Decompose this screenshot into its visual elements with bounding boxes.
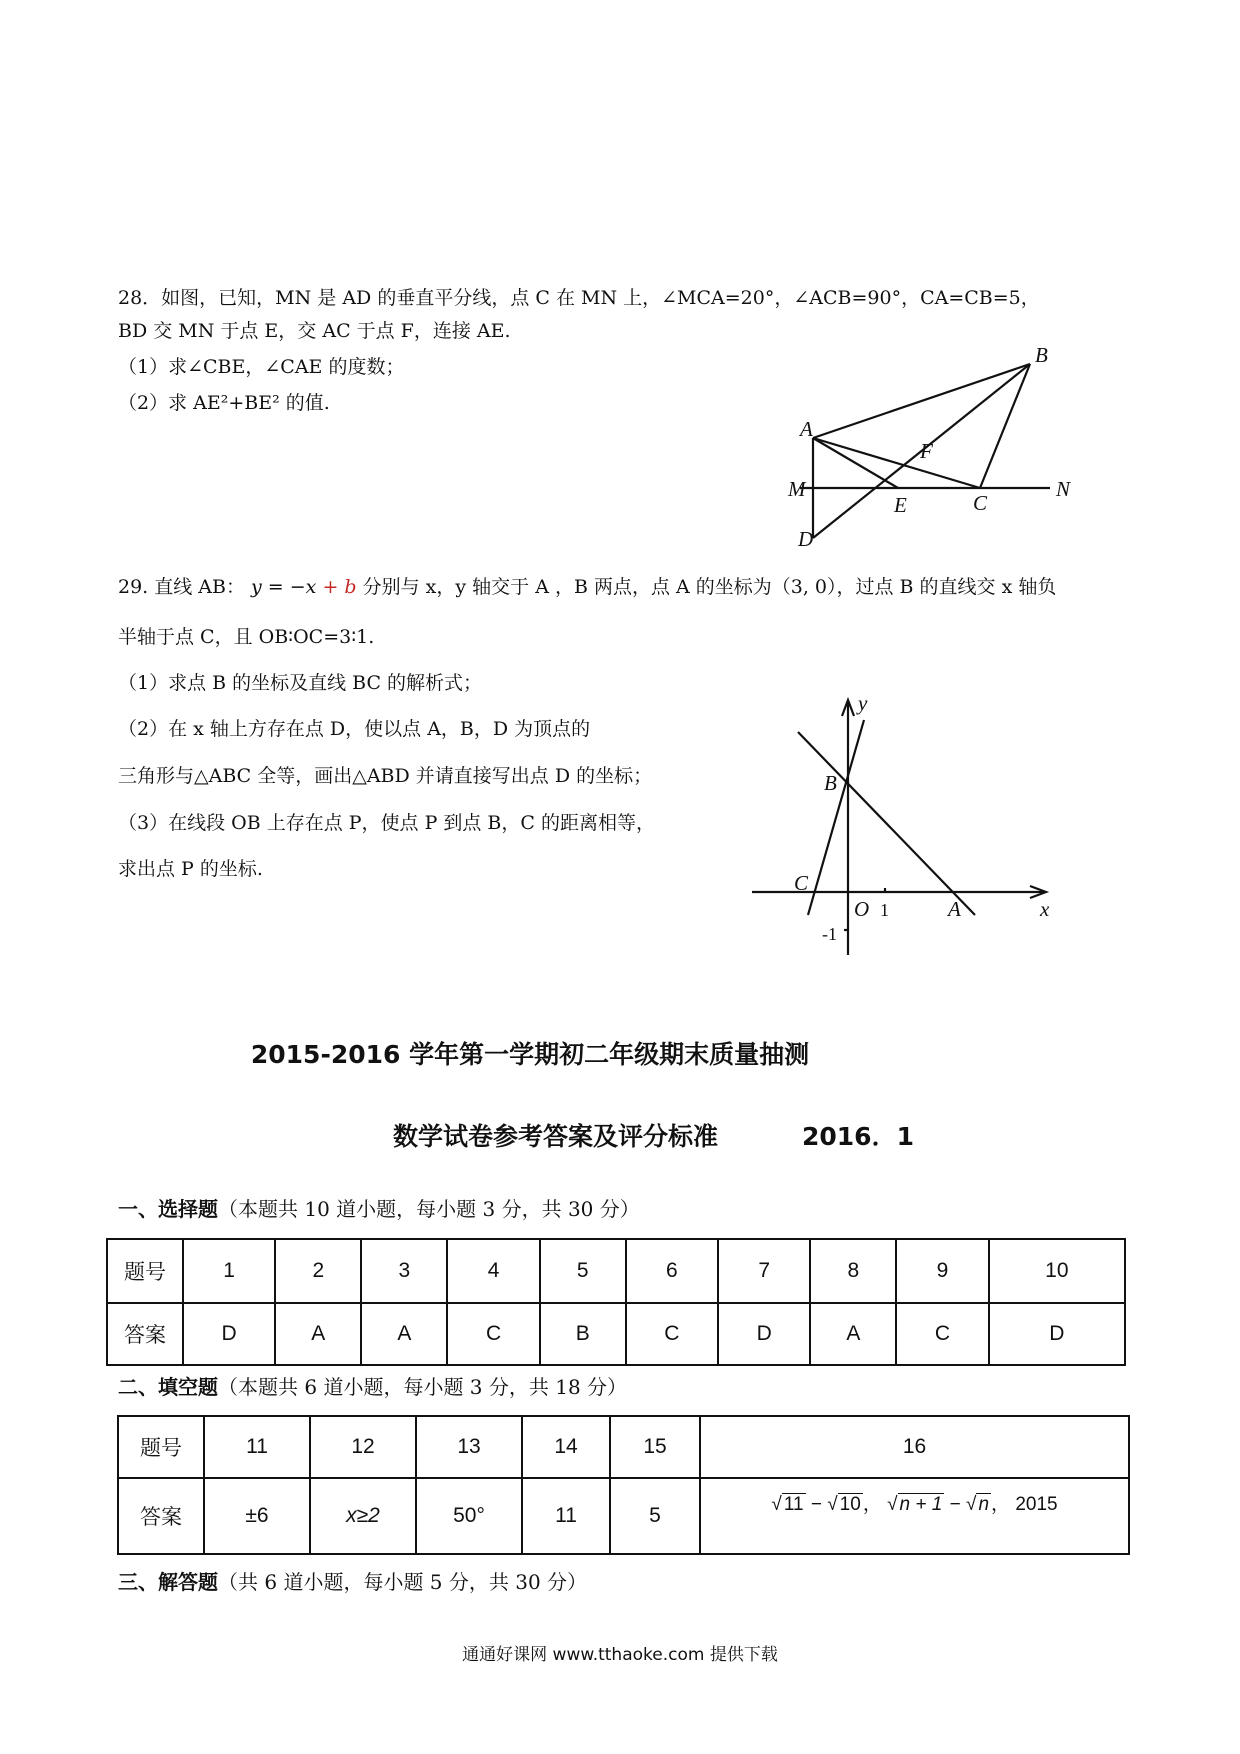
section1-header <box>118 1193 640 1222</box>
table-cell: C <box>626 1303 718 1365</box>
separator: ， <box>862 1494 882 1515</box>
minus-sign: − <box>949 1494 961 1515</box>
radicand-10: 10 <box>839 1494 861 1515</box>
label-c: C <box>973 491 988 515</box>
row-label: 题号 <box>107 1239 183 1303</box>
table-cell: D <box>183 1303 275 1365</box>
choice-answer-table <box>106 1238 1126 1366</box>
label-b: B <box>824 771 837 795</box>
q29-line1-rest: 分别与 x，y 轴交于 A ，B 两点，点 A 的坐标为（3, 0），过点 B 的直线交 x 轴负 <box>362 576 1057 598</box>
answer-16-cell <box>700 1478 1129 1554</box>
q28-part1: （1）求∠CBE，∠CAE 的度数； <box>118 356 405 378</box>
radicand-n: n <box>978 1494 990 1515</box>
table-cell: 4 <box>447 1239 539 1303</box>
segment-bc <box>980 364 1030 488</box>
table-cell: 15 <box>610 1416 700 1478</box>
q29-lead: 29. 直线 AB： <box>118 576 245 598</box>
q29-line1 <box>118 572 1056 599</box>
label-one: 1 <box>880 900 889 920</box>
label-a: A <box>800 417 813 441</box>
table-cell: 13 <box>416 1416 522 1478</box>
radical-icon: √ <box>771 1494 782 1515</box>
table-cell: 6 <box>626 1239 718 1303</box>
separator: ， <box>991 1494 1011 1515</box>
q29-line2: 半轴于点 C，且 OB∶OC=3∶1. <box>118 626 375 648</box>
q28-part2: （2）求 AE²+BE² 的值. <box>118 392 330 414</box>
section2-title: 二、填空题 <box>118 1375 218 1399</box>
table-cell: 12 <box>310 1416 416 1478</box>
q29-part3b: 求出点 P 的坐标. <box>118 858 263 880</box>
table-cell: 16 <box>700 1416 1129 1478</box>
label-c: C <box>794 871 809 895</box>
table-cell: B <box>540 1303 626 1365</box>
table-row <box>107 1303 1125 1365</box>
table-cell: 7 <box>718 1239 810 1303</box>
minus-sign: − <box>810 1494 822 1515</box>
table-cell: A <box>275 1303 361 1365</box>
table-cell: 1 <box>183 1239 275 1303</box>
row-label: 答案 <box>107 1303 183 1365</box>
label-y: y <box>858 691 868 715</box>
table-cell: A <box>361 1303 447 1365</box>
table-cell: D <box>718 1303 810 1365</box>
label-f: F <box>920 439 933 463</box>
label-o: O <box>854 897 870 921</box>
answer-2015: 2015 <box>1015 1494 1058 1515</box>
radical-icon: √ <box>887 1494 898 1515</box>
row-label: 题号 <box>118 1416 204 1478</box>
q28-line1: 28．如图，已知，MN 是 AD 的垂直平分线，点 C 在 MN 上，∠MCA=20°，∠ACB=90°，CA=CB=5， <box>118 287 1040 309</box>
q29-part1: （1）求点 B 的坐标及直线 BC 的解析式； <box>118 672 483 694</box>
q29-part3a: （3）在线段 OB 上存在点 P，使点 P 到点 B，C 的距离相等， <box>118 812 655 834</box>
table-cell: 3 <box>361 1239 447 1303</box>
section3-header <box>118 1566 587 1595</box>
table-row <box>118 1416 1129 1478</box>
table-row <box>107 1239 1125 1303</box>
segment-ab <box>813 364 1030 438</box>
answer-title: 2015-2016 学年第一学期初二年级期末质量抽测 <box>250 1040 810 1069</box>
radicand-11: 11 <box>783 1494 804 1515</box>
section1-title: 一、选择题 <box>118 1197 218 1221</box>
table-cell: 11 <box>522 1478 610 1554</box>
radical-icon: √ <box>966 1494 977 1515</box>
line-ab <box>798 732 975 915</box>
line-bc <box>808 720 864 915</box>
answer-subtitle: 数学试卷参考答案及评分标准 <box>393 1122 719 1151</box>
radicand-n-plus-1: n + 1 <box>899 1494 943 1515</box>
q29-equation-b: + b <box>322 576 357 598</box>
table-cell: 50° <box>416 1478 522 1554</box>
segment-ac <box>813 438 980 488</box>
table-cell: x≥2 <box>310 1478 416 1554</box>
table-cell: C <box>896 1303 988 1365</box>
q29-figure <box>740 690 1070 960</box>
q28-figure <box>788 340 1080 555</box>
q29-equation: y = −x <box>251 576 317 598</box>
segment-ae <box>813 438 898 488</box>
row-label: 答案 <box>118 1478 204 1554</box>
label-n: N <box>1056 477 1071 501</box>
radical-icon: √ <box>827 1494 838 1515</box>
table-cell: 10 <box>989 1239 1125 1303</box>
section3-note: （共 6 道小题，每小题 5 分，共 30 分） <box>218 1570 588 1594</box>
table-cell: 11 <box>204 1416 310 1478</box>
section2-note: （本题共 6 道小题，每小题 3 分，共 18 分） <box>218 1375 628 1399</box>
label-d: D <box>798 527 814 551</box>
page-footer: 通通好课网 www.tthaoke.com 提供下载 <box>462 1645 778 1665</box>
table-cell: A <box>810 1303 896 1365</box>
q28-line2: BD 交 MN 于点 E，交 AC 于点 F，连接 AE. <box>118 320 511 342</box>
table-cell: 5 <box>610 1478 700 1554</box>
table-cell: 5 <box>540 1239 626 1303</box>
fill-answer-table <box>117 1415 1130 1555</box>
label-a: A <box>948 897 961 921</box>
table-cell: 9 <box>896 1239 988 1303</box>
table-cell: 14 <box>522 1416 610 1478</box>
table-cell: D <box>989 1303 1125 1365</box>
table-cell: 2 <box>275 1239 361 1303</box>
table-cell: 8 <box>810 1239 896 1303</box>
label-x: x <box>1040 897 1050 921</box>
table-cell: ±6 <box>204 1478 310 1554</box>
table-row <box>118 1478 1129 1554</box>
label-m: M <box>788 477 806 501</box>
q29-part2b: 三角形与△ABC 全等，画出△ABD 并请直接写出点 D 的坐标； <box>118 765 653 787</box>
q29-part2a: （2）在 x 轴上方存在点 D，使以点 A，B，D 为顶点的 <box>118 718 591 740</box>
label-neg-one: -1 <box>822 924 837 944</box>
label-e: E <box>894 493 907 517</box>
section2-header <box>118 1371 627 1400</box>
table-cell: C <box>447 1303 539 1365</box>
answer-date: 2016．1 <box>802 1122 914 1151</box>
label-b: B <box>1035 343 1048 367</box>
section1-note: （本题共 10 道小题，每小题 3 分，共 30 分） <box>218 1197 640 1221</box>
section3-title: 三、解答题 <box>118 1570 218 1594</box>
